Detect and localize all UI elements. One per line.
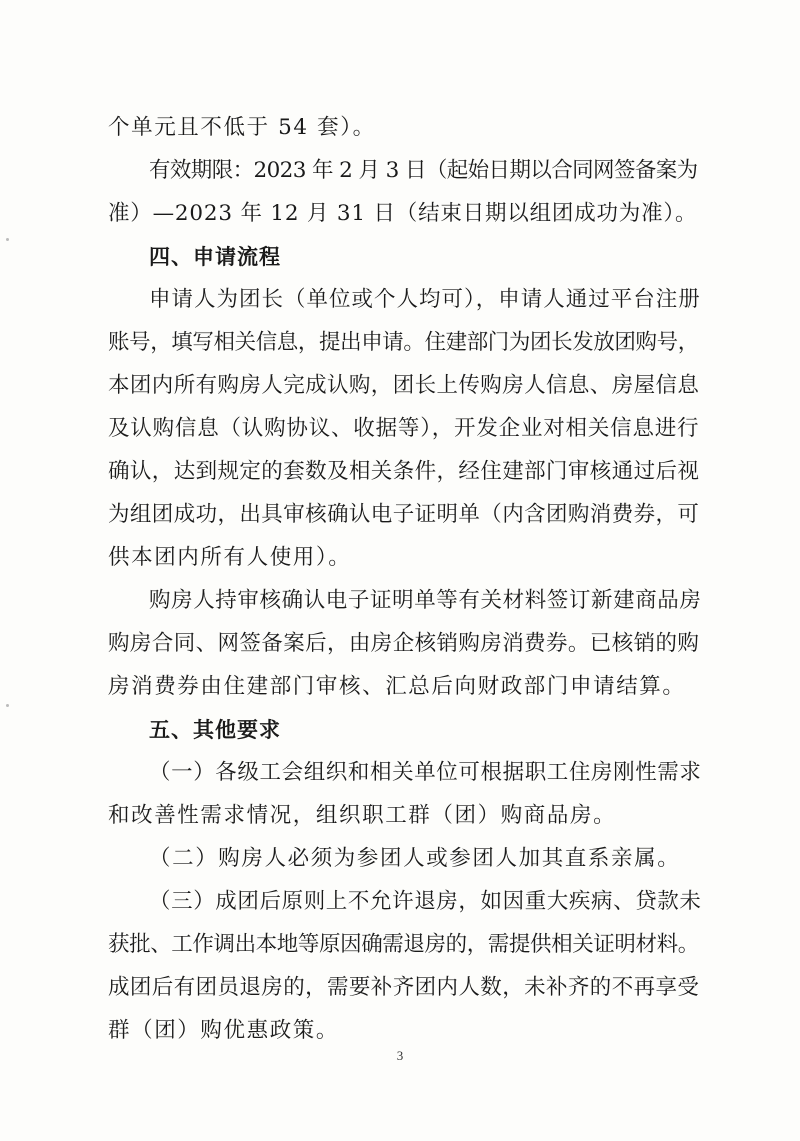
paragraph-line: 和改善性需求情况，组织职工群（团）购商品房。 — [108, 803, 617, 828]
paragraph-line: （三）成团后原则上不允许退房，如因重大疾病、贷款未 — [149, 889, 702, 914]
paragraph-line: 本团内所有购房人完成认购，团长上传购房人信息、房屋信息 — [108, 373, 700, 398]
section-heading-application-process: 四、申请流程 — [149, 245, 281, 269]
paragraph-line: （一）各级工会组织和相关单位可根据职工住房刚性需求 — [149, 760, 702, 785]
paragraph-line: 获批、工作调出本地等原因确需退房的，需提供相关证明材料。 — [108, 932, 699, 957]
paragraph-line: 个单元且不低于 54 套）。 — [108, 115, 376, 140]
scan-mark — [6, 704, 9, 707]
scan-mark — [6, 238, 9, 241]
paragraph-line: 账号，填写相关信息，提出申请。住建部门为团长发放团购号， — [108, 330, 699, 355]
paragraph-line: 群（团）购优惠政策。 — [108, 1018, 340, 1043]
paragraph-line: 及认购信息（认购协议、收据等），开发企业对相关信息进行 — [108, 416, 700, 441]
paragraph-line: 房消费券由住建部门审核、汇总后向财政部门申请结算。 — [108, 674, 686, 699]
page-number: 3 — [396, 1048, 404, 1063]
paragraph-line: 为组团成功，出具审核确认电子证明单（内含团购消费券，可 — [108, 502, 700, 527]
paragraph-line: 准）—2023 年 12 月 31 日（结束日期以组团成功为准）。 — [108, 201, 698, 226]
paragraph-line: 购房人持审核确认电子证明单等有关材料签订新建商品房 — [149, 588, 702, 613]
paragraph-line: 有效期限：2023 年 2 月 3 日（起始日期以合同网签备案为 — [149, 158, 698, 183]
paragraph-line: 供本团内所有人使用）。 — [108, 545, 352, 570]
paragraph-line: （二）购房人必须为参团人或参团人加其直系亲属。 — [149, 846, 681, 871]
paragraph-line: 购房合同、网签备案后，由房企核销购房消费券。已核销的购 — [108, 631, 700, 656]
paragraph-line: 确认，达到规定的套数及相关条件，经住建部门审核通过后视 — [108, 459, 700, 484]
section-heading-other-requirements: 五、其他要求 — [149, 718, 281, 742]
paragraph-line: 申请人为团长（单位或个人均可），申请人通过平台注册 — [149, 287, 701, 312]
paragraph-line: 成团后有团员退房的，需要补齐团内人数，未补齐的不再享受 — [108, 975, 700, 1000]
